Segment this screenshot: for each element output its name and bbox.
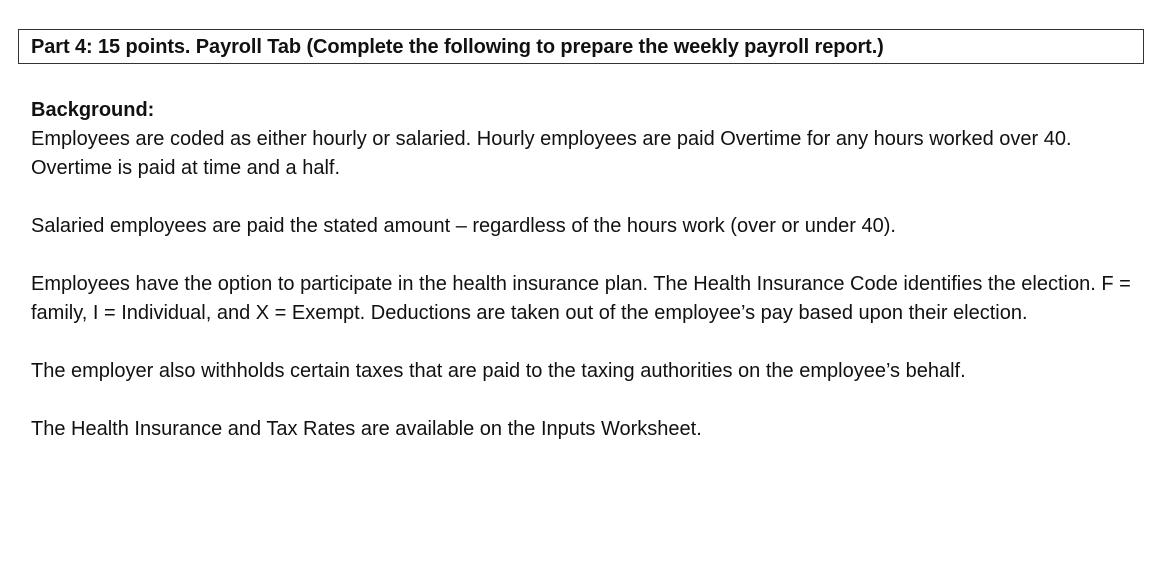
paragraph-taxes: The employer also withholds certain taxes that are paid to the taxing authorities on the employee’s behalf. bbox=[31, 360, 966, 382]
paragraph-hourly-overtime: Employees are coded as either hourly or salaried. Hourly employees are paid Overtime for any hours worked over 40. Overtime is paid at time and a half. bbox=[31, 128, 1072, 179]
paragraph-inputs-worksheet: The Health Insurance and Tax Rates are available on the Inputs Worksheet. bbox=[31, 418, 702, 440]
background-section bbox=[31, 96, 1141, 473]
page-title: Part 4: 15 points. Payroll Tab (Complete the following to prepare the weekly payroll report.) bbox=[31, 36, 884, 58]
paragraph-health-insurance: Employees have the option to participate in the health insurance plan. The Health Insurance Code identifies the election. F = family, I = Individual, and X = Exempt. Deductions are taken out of the employee’s pay based upon their election. bbox=[31, 273, 1131, 324]
background-heading: Background: bbox=[31, 99, 155, 121]
title-box bbox=[18, 29, 1144, 64]
paragraph-salaried: Salaried employees are paid the stated amount – regardless of the hours work (over or under 40). bbox=[31, 215, 896, 237]
